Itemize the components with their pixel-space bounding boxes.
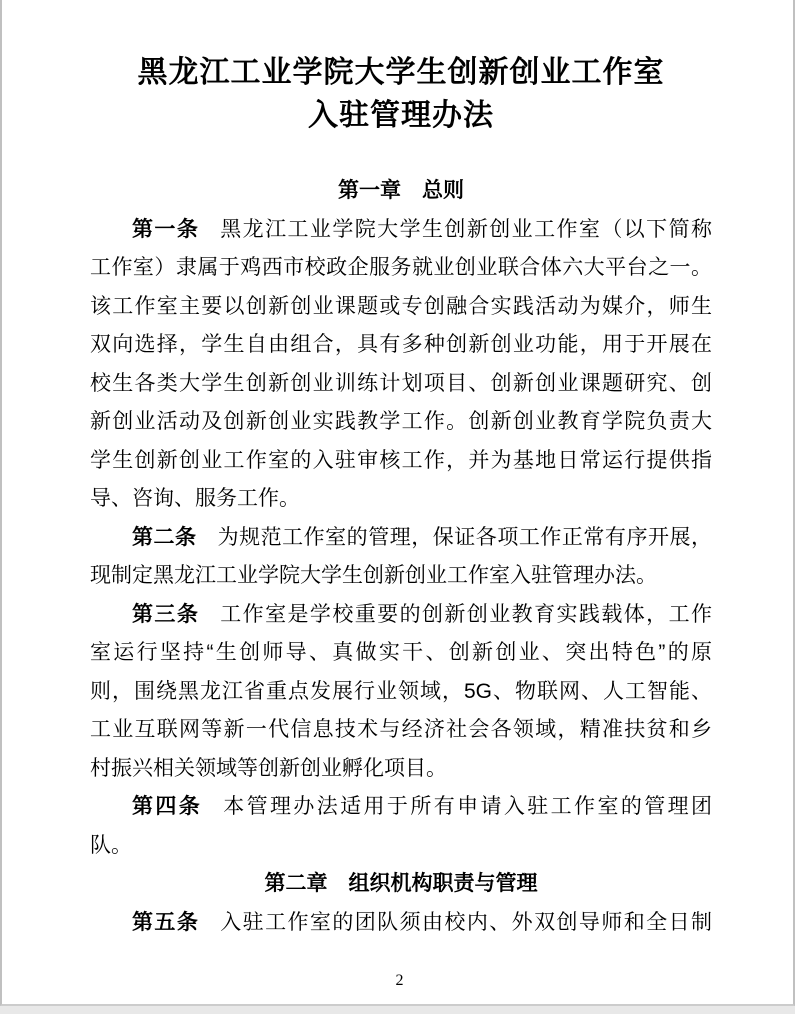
article-line: 双向选择，学生自由组合，具有多种创新创业功能，用于开展在 [90, 333, 712, 356]
article-line: 导、咨询、服务工作。 [90, 487, 300, 510]
article-text: 为规范工作室的管理，保证各项工作正常有序开展， [217, 525, 713, 549]
article-line [90, 904, 712, 943]
document-title-line-1: 黑龙江工业学院大学生创新创业工作室 [137, 56, 665, 89]
article-text: 本管理办法适用于所有申请入驻工作室的管理团 [223, 795, 713, 818]
article-line: 新创业活动及创新创业实践教学工作。创新创业教育学院负责大 [90, 410, 712, 433]
article-text: 工作室是学校重要的创新创业教育实践载体，工作 [220, 602, 712, 626]
article-paragraph-3 [90, 596, 712, 789]
article-line: 则，围绕黑龙江省重点发展行业领域，5G、物联网、人工智能、 [90, 679, 712, 703]
article-line: 校生各类大学生创新创业训练计划项目、创新创业课题研究、创 [90, 371, 712, 395]
article-paragraph-4 [90, 788, 712, 865]
article-paragraph-2 [90, 519, 712, 596]
article-line: 现制定黑龙江工业学院大学生创新创业工作室入驻管理办法。 [90, 564, 657, 587]
chapter-heading-1: 第一章 总则 [338, 179, 464, 202]
article-label-4: 第四条 [132, 795, 203, 818]
chapter-heading-2: 第二章 组织机构职责与管理 [264, 872, 538, 895]
article-paragraph-5 [90, 904, 712, 943]
article-text: 入驻工作室的团队须由校内、外双创导师和全日制 [220, 910, 712, 934]
article-label-5: 第五条 [132, 910, 200, 934]
document-title-line-2: 入驻管理办法 [308, 99, 494, 132]
article-text: 黑龙江工业学院大学生创新创业工作室（以下简称 [220, 217, 712, 241]
article-paragraph-1 [90, 211, 712, 519]
article-line [90, 211, 712, 250]
article-line: 该工作室主要以创新创业课题或专创融合实践活动为媒介，师生 [90, 294, 712, 318]
article-line: 工业互联网等新一代信息技术与经济社会各领域，精准扶贫和乡 [90, 718, 712, 741]
article-line [90, 519, 712, 558]
page-number: 2 [395, 972, 404, 989]
article-line: 队。 [90, 833, 132, 857]
document-title [90, 51, 712, 137]
article-line: 村振兴相关领域等创新创业孵化项目。 [90, 756, 447, 780]
article-line [90, 596, 712, 635]
article-line: 工作室）隶属于鸡西市校政企服务就业创业联合体六大平台之一。 [90, 256, 712, 279]
document-content [90, 0, 712, 942]
article-label-2: 第二条 [132, 525, 197, 549]
article-line: 学生创新创业工作室的入驻审核工作，并为基地日常运行提供指 [90, 448, 712, 472]
article-label-1: 第一条 [132, 217, 200, 241]
article-line [90, 788, 712, 827]
article-label-3: 第三条 [132, 602, 200, 626]
article-line: 室运行坚持“生创师导、真做实干、创新创业、突出特色”的原 [90, 641, 712, 664]
